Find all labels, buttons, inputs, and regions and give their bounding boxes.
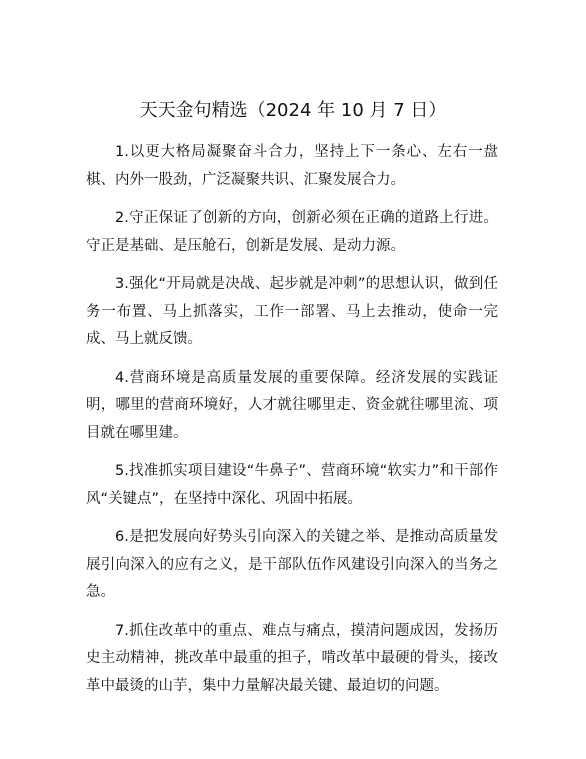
quote-paragraph-2: 2.守正保证了创新的方向，创新必须在正确的道路上行进。守正是基础、是压舱石，创新是发展、是动力源。 — [86, 210, 498, 254]
quote-paragraph-6: 6.是把发展向好势头引向深入的关键之举、是推动高质量发展引向深入的应有之义，是干部队伍作风建设引向深入的当务之急。 — [86, 529, 498, 600]
quote-paragraph-5: 5.找准抓实项目建设“牛鼻子”、营商环境“软实力”和干部作风“关键点”，在坚持中深化、巩固中拓展。 — [86, 463, 498, 507]
quote-paragraph-4: 4.营商环境是高质量发展的重要保障。经济发展的实践证明，哪里的营商环境好，人才就往哪里走、资金就往哪里流、项目就在哪里建。 — [86, 369, 498, 441]
document-body — [86, 139, 498, 711]
quote-paragraph-1: 1.以更大格局凝聚奋斗合力，坚持上下一条心、左右一盘棋、内外一股劲，广泛凝聚共识、汇聚发展合力。 — [86, 144, 498, 188]
document-title: 天天金句精选（2024 年 10 月 7 日） — [139, 100, 447, 121]
quote-paragraph-7: 7.抓住改革中的重点、难点与痛点，摸清问题成因，发扬历史主动精神，挑改革中最重的担子，啃改革中最硬的骨头，接改革中最烫的山芋，集中力量解决最关键、最迫切的问题。 — [86, 622, 498, 694]
quote-paragraph-3: 3.强化“开局就是决战、起步就是冲刺”的思想认识，做到任务一布置、马上抓落实，工作一部署、马上去推动，使命一完成、马上就反馈。 — [86, 276, 498, 347]
